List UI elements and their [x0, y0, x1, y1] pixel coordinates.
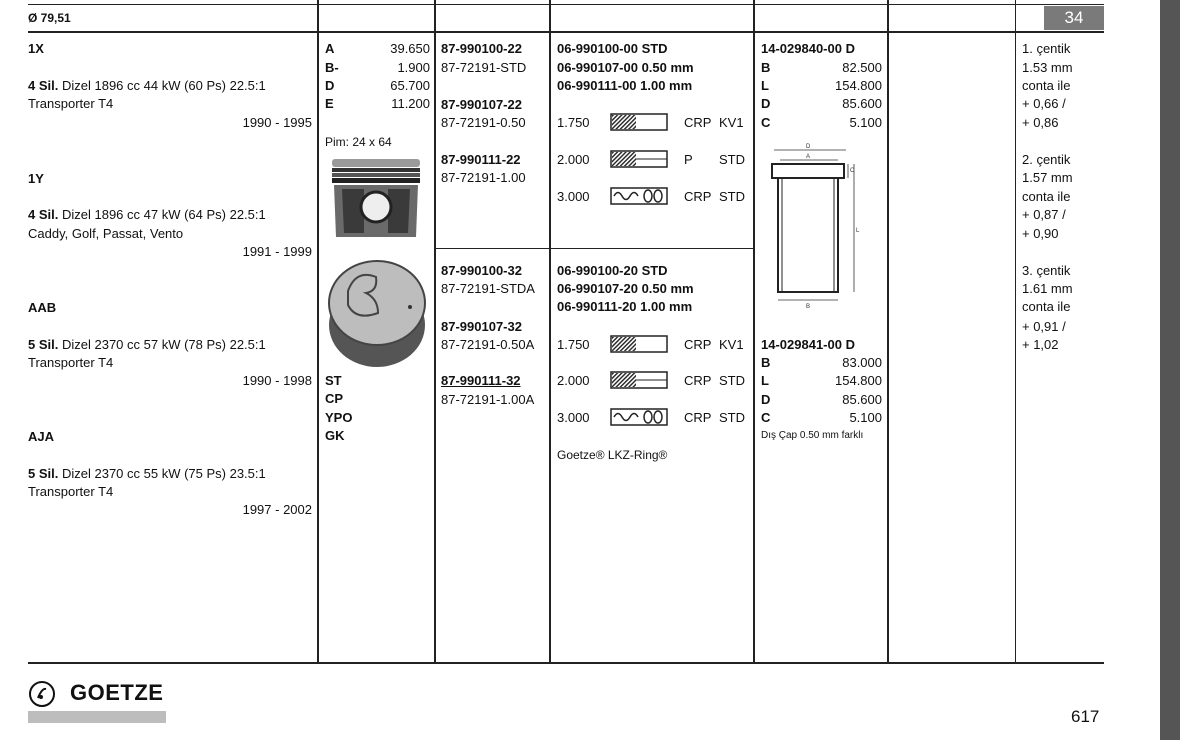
svg-text:B: B	[806, 304, 811, 310]
dim-label: D	[761, 96, 771, 111]
dim-label: E	[325, 96, 334, 111]
oil-ring-icon	[610, 187, 668, 205]
engine-code: AAB	[28, 300, 57, 315]
ringset-part: 06-990100-00 STD	[557, 41, 668, 56]
ring-width: 2.000	[557, 152, 590, 167]
dim-value: 5.100	[849, 410, 882, 425]
liner-part: 14-029840-00 D	[761, 41, 855, 56]
piston-type: GK	[325, 428, 345, 443]
ring-brand-note: Goetze® LKZ-Ring®	[557, 448, 668, 462]
col-divider	[317, 0, 319, 663]
ringset-part: 06-990111-00 1.00 mm	[557, 78, 693, 93]
engine-desc: 5 Sil. Dizel 2370 cc 55 kW (75 Ps) 23.5:1	[28, 466, 266, 481]
piston-part-number: 87-990107-32	[441, 319, 522, 334]
engine-model: Transporter T4	[28, 96, 114, 111]
note-line: + 0,91 /	[1022, 319, 1066, 334]
engine-years: 1990 - 1995	[242, 115, 312, 130]
piston-top-image	[326, 255, 428, 370]
col-divider	[753, 0, 755, 663]
piston-type: YPO	[325, 410, 353, 425]
ring-width: 3.000	[557, 189, 590, 204]
note-line: conta ile	[1022, 189, 1071, 204]
ring-type: CRP	[684, 337, 712, 352]
dim-value: 82.500	[842, 60, 882, 75]
ring-variant: STD	[719, 410, 745, 425]
ring-type: CRP	[684, 373, 712, 388]
engine-code: 1X	[28, 41, 44, 56]
note-line: 1.61 mm	[1022, 281, 1073, 296]
brand-name: GOETZE	[70, 680, 164, 705]
ring-width: 1.750	[557, 115, 590, 130]
col-divider	[887, 0, 889, 663]
piston-alt-number: 87-72191-STD	[441, 60, 527, 75]
dim-value: 83.000	[842, 355, 882, 370]
engine-desc: 4 Sil. Dizel 1896 cc 47 kW (64 Ps) 22.5:1	[28, 207, 266, 222]
engine-years: 1990 - 1998	[242, 373, 312, 388]
ring-variant: STD	[719, 373, 745, 388]
note-line: 1. çentik	[1022, 41, 1071, 56]
piston-side-image	[326, 155, 426, 245]
ringset-part: 06-990107-20 0.50 mm	[557, 281, 694, 296]
piston-alt-number: 87-72191-0.50A	[441, 337, 535, 352]
col-divider	[434, 0, 436, 663]
dim-label: D	[325, 78, 335, 93]
engine-code: AJA	[28, 429, 55, 444]
piston-alt-number: 87-72191-0.50	[441, 115, 526, 130]
svg-text:A: A	[806, 154, 811, 160]
compression-ring-icon	[610, 335, 668, 353]
ringset-part: 06-990111-20 1.00 mm	[557, 299, 693, 314]
compression-ring-icon	[610, 113, 668, 131]
piston-type: CP	[325, 391, 344, 406]
note-line: 3. çentik	[1022, 263, 1071, 278]
dim-label: L	[761, 373, 769, 388]
dim-value: 154.800	[835, 78, 882, 93]
dim-value: 85.600	[842, 392, 882, 407]
ring-width: 1.750	[557, 337, 590, 352]
note-line: + 1,02	[1022, 337, 1059, 352]
svg-text:D: D	[806, 144, 811, 150]
engine-desc: 5 Sil. Dizel 2370 cc 57 kW (78 Ps) 22.5:1	[28, 337, 266, 352]
dim-label: A	[325, 41, 335, 56]
piston-part-number: 87-990107-22	[441, 97, 522, 112]
header-bar	[28, 5, 1104, 33]
note-line: 1.57 mm	[1022, 170, 1073, 185]
engine-model: Transporter T4	[28, 484, 114, 499]
dim-value: 85.600	[842, 96, 882, 111]
piston-alt-number: 87-72191-1.00A	[441, 392, 535, 407]
liner-note: Dış Çap 0.50 mm farklı	[761, 430, 864, 441]
ring-type: CRP	[684, 115, 712, 130]
note-line: + 0,87 /	[1022, 207, 1066, 222]
ring-type: P	[684, 152, 693, 167]
piston-type: ST	[325, 373, 342, 388]
piston-alt-number: 87-72191-1.00	[441, 170, 526, 185]
engine-model: Caddy, Golf, Passat, Vento	[28, 226, 184, 241]
note-line: 1.53 mm	[1022, 60, 1073, 75]
dim-label: B-	[325, 60, 339, 75]
engine-years: 1991 - 1999	[242, 244, 312, 259]
page-number: 617	[1071, 707, 1100, 726]
ring-variant: STD	[719, 152, 745, 167]
dim-label: C	[761, 410, 771, 425]
col-divider	[549, 0, 551, 663]
note-line: conta ile	[1022, 78, 1071, 93]
section-number: 34	[1044, 6, 1104, 30]
dim-label: B	[761, 60, 771, 75]
table-bottom-rule	[28, 662, 1104, 664]
engine-model: Transporter T4	[28, 355, 114, 370]
dim-label: D	[761, 392, 771, 407]
dim-value: 5.100	[849, 115, 882, 130]
pin-size: Pim: 24 x 64	[325, 135, 392, 149]
ring-type: CRP	[684, 410, 712, 425]
oil-ring-icon	[610, 408, 668, 426]
svg-text:C: C	[850, 168, 855, 174]
piston-part-number: 87-990100-32	[441, 263, 522, 278]
scraper-ring-icon	[610, 150, 668, 168]
note-line: + 0,66 /	[1022, 96, 1066, 111]
ring-type: CRP	[684, 189, 712, 204]
dim-label: B	[761, 355, 771, 370]
engine-desc: 4 Sil. Dizel 1896 cc 44 kW (60 Ps) 22.5:1	[28, 78, 266, 93]
ring-variant: KV1	[719, 115, 744, 130]
col-divider	[1015, 0, 1016, 663]
brand-underline	[28, 711, 166, 723]
goetze-logo-icon	[28, 680, 56, 708]
liner-part: 14-029841-00 D	[761, 337, 855, 352]
ring-width: 3.000	[557, 410, 590, 425]
bore-size: Ø 79,51	[28, 11, 71, 25]
dim-label: L	[761, 78, 769, 93]
liner-drawing	[766, 140, 876, 310]
svg-text:L: L	[856, 228, 860, 234]
ring-variant: STD	[719, 189, 745, 204]
ring-width: 2.000	[557, 373, 590, 388]
dim-value: 11.200	[391, 96, 430, 111]
page-edge	[1160, 0, 1180, 740]
engine-code: 1Y	[28, 171, 44, 186]
note-line: conta ile	[1022, 299, 1071, 314]
ring-variant: KV1	[719, 337, 744, 352]
dim-value: 154.800	[835, 373, 882, 388]
row-divider	[434, 248, 755, 249]
dim-label: C	[761, 115, 771, 130]
note-line: + 0,86	[1022, 115, 1059, 130]
ringset-part: 06-990107-00 0.50 mm	[557, 60, 694, 75]
dim-value: 1.900	[397, 60, 430, 75]
dim-value: 39.650	[390, 41, 430, 56]
piston-alt-number: 87-72191-STDA	[441, 281, 535, 296]
piston-part-number[interactable]: 87-990111-32	[441, 373, 521, 388]
note-line: 2. çentik	[1022, 152, 1071, 167]
note-line: + 0,90	[1022, 226, 1059, 241]
engine-years: 1997 - 2002	[242, 502, 312, 517]
ringset-part: 06-990100-20 STD	[557, 263, 668, 278]
piston-part-number: 87-990111-22	[441, 152, 521, 167]
compression-ring-icon	[610, 371, 668, 389]
piston-part-number: 87-990100-22	[441, 41, 522, 56]
dim-value: 65.700	[390, 78, 430, 93]
